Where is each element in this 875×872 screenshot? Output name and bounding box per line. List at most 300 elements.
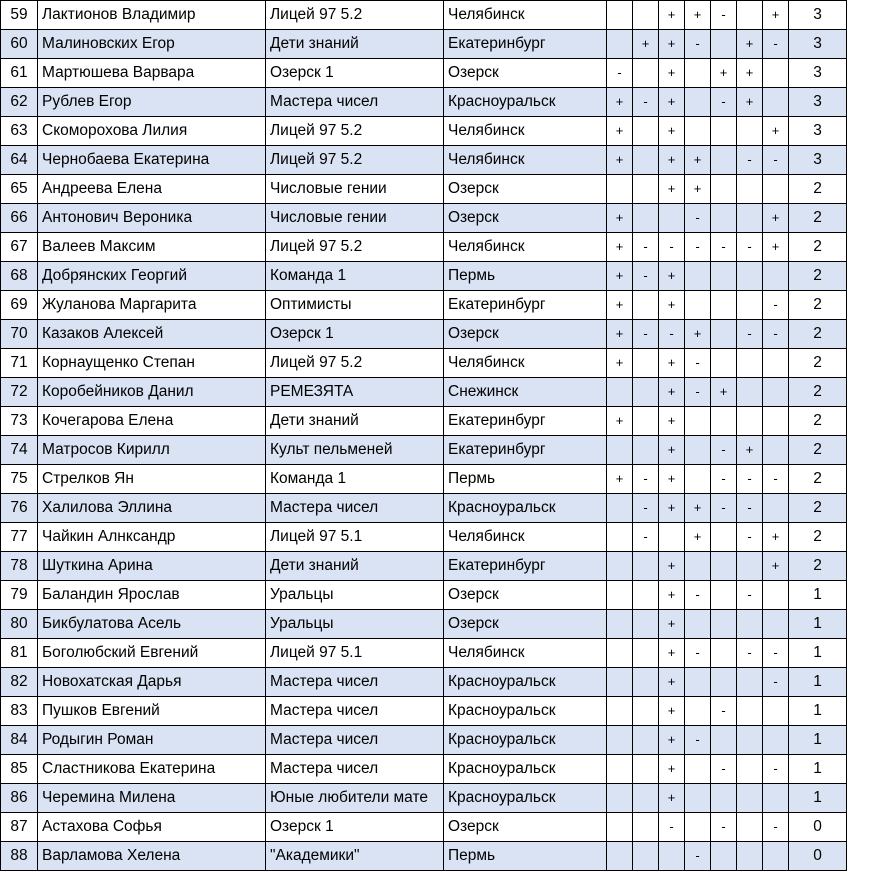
problem-mark-cell: [763, 378, 789, 407]
student-name-cell: Коробейников Данил: [38, 378, 266, 407]
problem-mark-cell: [685, 59, 711, 88]
problem-mark-cell: +: [659, 697, 685, 726]
city-cell: Екатеринбург: [444, 407, 607, 436]
problem-mark-cell: -: [685, 842, 711, 871]
score-cell: 0: [789, 842, 847, 871]
problem-mark-cell: [633, 407, 659, 436]
score-cell: 3: [789, 59, 847, 88]
problem-mark-cell: [633, 175, 659, 204]
problem-mark-cell: +: [763, 1, 789, 30]
problem-mark-cell: [633, 668, 659, 697]
problem-mark-cell: [633, 581, 659, 610]
problem-mark-cell: [633, 639, 659, 668]
problem-mark-cell: [763, 175, 789, 204]
score-cell: 1: [789, 784, 847, 813]
problem-mark-cell: [711, 117, 737, 146]
problem-mark-cell: [737, 842, 763, 871]
problem-mark-cell: +: [685, 523, 711, 552]
problem-mark-cell: +: [737, 59, 763, 88]
team-cell: Команда 1: [266, 262, 444, 291]
score-cell: 1: [789, 610, 847, 639]
problem-mark-cell: [685, 552, 711, 581]
problem-mark-cell: [607, 755, 633, 784]
city-cell: Екатеринбург: [444, 291, 607, 320]
score-cell: 1: [789, 581, 847, 610]
score-cell: 1: [789, 639, 847, 668]
student-name-cell: Черемина Милена: [38, 784, 266, 813]
problem-mark-cell: [659, 204, 685, 233]
problem-mark-cell: -: [711, 697, 737, 726]
problem-mark-cell: [737, 262, 763, 291]
team-cell: Мастера чисел: [266, 88, 444, 117]
score-cell: 2: [789, 291, 847, 320]
city-cell: Красноуральск: [444, 88, 607, 117]
table-row: [1, 697, 847, 726]
row-number-cell: 67: [1, 233, 38, 262]
problem-mark-cell: [607, 697, 633, 726]
problem-mark-cell: [737, 378, 763, 407]
score-cell: 2: [789, 204, 847, 233]
city-cell: Озерск: [444, 175, 607, 204]
problem-mark-cell: [737, 668, 763, 697]
problem-mark-cell: [737, 1, 763, 30]
student-name-cell: Лактионов Владимир: [38, 1, 266, 30]
problem-mark-cell: +: [737, 30, 763, 59]
problem-mark-cell: -: [685, 233, 711, 262]
problem-mark-cell: +: [763, 233, 789, 262]
problem-mark-cell: [711, 552, 737, 581]
problem-mark-cell: [607, 378, 633, 407]
problem-mark-cell: [607, 30, 633, 59]
problem-mark-cell: -: [711, 1, 737, 30]
city-cell: Екатеринбург: [444, 552, 607, 581]
problem-mark-cell: -: [633, 523, 659, 552]
problem-mark-cell: [607, 784, 633, 813]
row-number-cell: 87: [1, 813, 38, 842]
problem-mark-cell: [737, 610, 763, 639]
table-row: [1, 639, 847, 668]
problem-mark-cell: [659, 523, 685, 552]
student-name-cell: Сластникова Екатерина: [38, 755, 266, 784]
row-number-cell: 63: [1, 117, 38, 146]
problem-mark-cell: [711, 175, 737, 204]
problem-mark-cell: -: [659, 233, 685, 262]
problem-mark-cell: -: [763, 465, 789, 494]
table-row: [1, 262, 847, 291]
student-name-cell: Бикбулатова Асель: [38, 610, 266, 639]
row-number-cell: 85: [1, 755, 38, 784]
problem-mark-cell: [711, 407, 737, 436]
team-cell: Лицей 97 5.1: [266, 523, 444, 552]
problem-mark-cell: [763, 88, 789, 117]
city-cell: Красноуральск: [444, 755, 607, 784]
problem-mark-cell: -: [633, 88, 659, 117]
problem-mark-cell: [633, 59, 659, 88]
table-row: [1, 204, 847, 233]
student-name-cell: Кочегарова Елена: [38, 407, 266, 436]
problem-mark-cell: [711, 146, 737, 175]
problem-mark-cell: [685, 465, 711, 494]
problem-mark-cell: [711, 581, 737, 610]
problem-mark-cell: [607, 668, 633, 697]
problem-mark-cell: [685, 262, 711, 291]
problem-mark-cell: [633, 1, 659, 30]
problem-mark-cell: [763, 349, 789, 378]
problem-mark-cell: +: [659, 639, 685, 668]
problem-mark-cell: -: [737, 523, 763, 552]
student-name-cell: Варламова Хелена: [38, 842, 266, 871]
student-name-cell: Стрелков Ян: [38, 465, 266, 494]
row-number-cell: 80: [1, 610, 38, 639]
problem-mark-cell: -: [737, 494, 763, 523]
student-name-cell: Андреева Елена: [38, 175, 266, 204]
table-row: [1, 784, 847, 813]
problem-mark-cell: +: [763, 523, 789, 552]
row-number-cell: 74: [1, 436, 38, 465]
city-cell: Челябинск: [444, 117, 607, 146]
table-row: [1, 813, 847, 842]
score-cell: 2: [789, 523, 847, 552]
problem-mark-cell: [711, 639, 737, 668]
problem-mark-cell: [633, 204, 659, 233]
student-name-cell: Жуланова Маргарита: [38, 291, 266, 320]
problem-mark-cell: +: [659, 88, 685, 117]
team-cell: Мастера чисел: [266, 755, 444, 784]
city-cell: Красноуральск: [444, 697, 607, 726]
table-row: [1, 88, 847, 117]
team-cell: Озерск 1: [266, 813, 444, 842]
student-name-cell: Родыгин Роман: [38, 726, 266, 755]
score-cell: 1: [789, 697, 847, 726]
problem-mark-cell: +: [607, 204, 633, 233]
problem-mark-cell: +: [711, 378, 737, 407]
row-number-cell: 60: [1, 30, 38, 59]
team-cell: Дети знаний: [266, 30, 444, 59]
problem-mark-cell: -: [659, 320, 685, 349]
student-name-cell: Скоморохова Лилия: [38, 117, 266, 146]
problem-mark-cell: +: [659, 349, 685, 378]
problem-mark-cell: +: [607, 407, 633, 436]
student-name-cell: Халилова Эллина: [38, 494, 266, 523]
problem-mark-cell: +: [685, 146, 711, 175]
city-cell: Екатеринбург: [444, 436, 607, 465]
problem-mark-cell: -: [633, 262, 659, 291]
problem-mark-cell: [607, 842, 633, 871]
problem-mark-cell: +: [685, 494, 711, 523]
problem-mark-cell: [633, 784, 659, 813]
problem-mark-cell: -: [711, 494, 737, 523]
problem-mark-cell: [737, 552, 763, 581]
problem-mark-cell: [633, 552, 659, 581]
table-row: [1, 146, 847, 175]
score-cell: 3: [789, 1, 847, 30]
problem-mark-cell: -: [737, 639, 763, 668]
problem-mark-cell: [763, 407, 789, 436]
problem-mark-cell: +: [659, 117, 685, 146]
student-name-cell: Добрянских Георгий: [38, 262, 266, 291]
problem-mark-cell: -: [685, 204, 711, 233]
problem-mark-cell: -: [711, 465, 737, 494]
problem-mark-cell: [633, 726, 659, 755]
problem-mark-cell: [737, 291, 763, 320]
table-row: [1, 755, 847, 784]
problem-mark-cell: [685, 407, 711, 436]
problem-mark-cell: -: [685, 349, 711, 378]
problem-mark-cell: [737, 407, 763, 436]
table-row: [1, 552, 847, 581]
problem-mark-cell: [607, 581, 633, 610]
problem-mark-cell: -: [633, 465, 659, 494]
problem-mark-cell: [633, 117, 659, 146]
problem-mark-cell: [711, 204, 737, 233]
student-name-cell: Шуткина Арина: [38, 552, 266, 581]
row-number-cell: 69: [1, 291, 38, 320]
problem-mark-cell: -: [633, 494, 659, 523]
city-cell: Челябинск: [444, 639, 607, 668]
problem-mark-cell: [763, 59, 789, 88]
problem-mark-cell: +: [659, 726, 685, 755]
problem-mark-cell: +: [607, 465, 633, 494]
row-number-cell: 79: [1, 581, 38, 610]
problem-mark-cell: +: [737, 88, 763, 117]
score-cell: 2: [789, 349, 847, 378]
team-cell: Команда 1: [266, 465, 444, 494]
table-row: [1, 291, 847, 320]
problem-mark-cell: [659, 842, 685, 871]
problem-mark-cell: +: [685, 320, 711, 349]
problem-mark-cell: +: [659, 59, 685, 88]
problem-mark-cell: +: [737, 436, 763, 465]
team-cell: Лицей 97 5.2: [266, 349, 444, 378]
score-cell: 1: [789, 755, 847, 784]
row-number-cell: 75: [1, 465, 38, 494]
table-row: [1, 30, 847, 59]
problem-mark-cell: [737, 813, 763, 842]
table-row: [1, 523, 847, 552]
score-cell: 2: [789, 494, 847, 523]
team-cell: Оптимисты: [266, 291, 444, 320]
row-number-cell: 82: [1, 668, 38, 697]
problem-mark-cell: [633, 755, 659, 784]
problem-mark-cell: +: [763, 204, 789, 233]
city-cell: Екатеринбург: [444, 30, 607, 59]
score-cell: 2: [789, 465, 847, 494]
problem-mark-cell: [737, 117, 763, 146]
problem-mark-cell: +: [763, 117, 789, 146]
problem-mark-cell: -: [763, 291, 789, 320]
problem-mark-cell: +: [659, 30, 685, 59]
city-cell: Озерск: [444, 610, 607, 639]
problem-mark-cell: [711, 784, 737, 813]
problem-mark-cell: [737, 175, 763, 204]
row-number-cell: 86: [1, 784, 38, 813]
student-name-cell: Малиновских Егор: [38, 30, 266, 59]
score-cell: 2: [789, 233, 847, 262]
team-cell: Мастера чисел: [266, 697, 444, 726]
problem-mark-cell: [607, 610, 633, 639]
problem-mark-cell: +: [659, 581, 685, 610]
problem-mark-cell: +: [607, 262, 633, 291]
problem-mark-cell: [685, 610, 711, 639]
problem-mark-cell: +: [659, 262, 685, 291]
problem-mark-cell: [685, 436, 711, 465]
problem-mark-cell: -: [737, 146, 763, 175]
problem-mark-cell: +: [607, 88, 633, 117]
row-number-cell: 76: [1, 494, 38, 523]
student-name-cell: Казаков Алексей: [38, 320, 266, 349]
problem-mark-cell: [607, 523, 633, 552]
problem-mark-cell: [711, 262, 737, 291]
problem-mark-cell: -: [763, 146, 789, 175]
score-cell: 3: [789, 30, 847, 59]
team-cell: Лицей 97 5.2: [266, 1, 444, 30]
student-name-cell: Новохатская Дарья: [38, 668, 266, 697]
problem-mark-cell: [633, 697, 659, 726]
problem-mark-cell: [685, 784, 711, 813]
team-cell: РЕМЕЗЯТА: [266, 378, 444, 407]
table-row: [1, 59, 847, 88]
city-cell: Красноуральск: [444, 494, 607, 523]
table-row: [1, 407, 847, 436]
problem-mark-cell: [763, 436, 789, 465]
team-cell: Мастера чисел: [266, 494, 444, 523]
problem-mark-cell: [737, 784, 763, 813]
problem-mark-cell: +: [685, 175, 711, 204]
row-number-cell: 65: [1, 175, 38, 204]
team-cell: Лицей 97 5.1: [266, 639, 444, 668]
city-cell: Челябинск: [444, 1, 607, 30]
problem-mark-cell: -: [763, 320, 789, 349]
problem-mark-cell: +: [607, 233, 633, 262]
row-number-cell: 73: [1, 407, 38, 436]
row-number-cell: 83: [1, 697, 38, 726]
row-number-cell: 88: [1, 842, 38, 871]
student-name-cell: Чайкин Алнксандр: [38, 523, 266, 552]
score-cell: 3: [789, 117, 847, 146]
problem-mark-cell: [633, 436, 659, 465]
table-row: [1, 117, 847, 146]
problem-mark-cell: -: [763, 813, 789, 842]
problem-mark-cell: +: [659, 175, 685, 204]
problem-mark-cell: [763, 726, 789, 755]
problem-mark-cell: -: [659, 813, 685, 842]
city-cell: Пермь: [444, 262, 607, 291]
problem-mark-cell: +: [607, 349, 633, 378]
problem-mark-cell: [685, 697, 711, 726]
problem-mark-cell: -: [737, 320, 763, 349]
problem-mark-cell: [607, 175, 633, 204]
problem-mark-cell: -: [711, 233, 737, 262]
student-name-cell: Рублев Егор: [38, 88, 266, 117]
problem-mark-cell: [711, 291, 737, 320]
row-number-cell: 81: [1, 639, 38, 668]
problem-mark-cell: -: [711, 88, 737, 117]
problem-mark-cell: +: [659, 291, 685, 320]
problem-mark-cell: [633, 378, 659, 407]
city-cell: Красноуральск: [444, 668, 607, 697]
problem-mark-cell: [685, 117, 711, 146]
table-row: [1, 1, 847, 30]
problem-mark-cell: [633, 610, 659, 639]
problem-mark-cell: [711, 320, 737, 349]
problem-mark-cell: [685, 291, 711, 320]
score-cell: 2: [789, 262, 847, 291]
problem-mark-cell: +: [659, 436, 685, 465]
problem-mark-cell: -: [763, 30, 789, 59]
problem-mark-cell: +: [659, 146, 685, 175]
team-cell: Культ пельменей: [266, 436, 444, 465]
problem-mark-cell: +: [685, 1, 711, 30]
student-name-cell: Валеев Максим: [38, 233, 266, 262]
problem-mark-cell: [607, 552, 633, 581]
problem-mark-cell: [685, 813, 711, 842]
problem-mark-cell: [711, 349, 737, 378]
table-row: [1, 349, 847, 378]
problem-mark-cell: [711, 30, 737, 59]
table-row: [1, 175, 847, 204]
problem-mark-cell: +: [659, 668, 685, 697]
score-cell: 3: [789, 146, 847, 175]
team-cell: Лицей 97 5.2: [266, 117, 444, 146]
score-cell: 3: [789, 88, 847, 117]
team-cell: Лицей 97 5.2: [266, 233, 444, 262]
table-row: [1, 320, 847, 349]
row-number-cell: 84: [1, 726, 38, 755]
problem-mark-cell: [711, 726, 737, 755]
row-number-cell: 68: [1, 262, 38, 291]
city-cell: Пермь: [444, 465, 607, 494]
team-cell: Юные любители мате: [266, 784, 444, 813]
team-cell: Дети знаний: [266, 552, 444, 581]
problem-mark-cell: [607, 813, 633, 842]
problem-mark-cell: [737, 349, 763, 378]
problem-mark-cell: -: [685, 30, 711, 59]
problem-mark-cell: +: [607, 291, 633, 320]
problem-mark-cell: -: [711, 436, 737, 465]
table-row: [1, 436, 847, 465]
team-cell: "Академики": [266, 842, 444, 871]
score-cell: 1: [789, 726, 847, 755]
row-number-cell: 62: [1, 88, 38, 117]
score-cell: 2: [789, 175, 847, 204]
problem-mark-cell: [763, 610, 789, 639]
student-name-cell: Антонович Вероника: [38, 204, 266, 233]
table-row: [1, 378, 847, 407]
row-number-cell: 72: [1, 378, 38, 407]
problem-mark-cell: -: [711, 755, 737, 784]
problem-mark-cell: [711, 523, 737, 552]
student-name-cell: Пушков Евгений: [38, 697, 266, 726]
problem-mark-cell: +: [633, 30, 659, 59]
row-number-cell: 71: [1, 349, 38, 378]
problem-mark-cell: -: [711, 813, 737, 842]
row-number-cell: 66: [1, 204, 38, 233]
city-cell: Озерск: [444, 59, 607, 88]
problem-mark-cell: [763, 697, 789, 726]
row-number-cell: 64: [1, 146, 38, 175]
row-number-cell: 70: [1, 320, 38, 349]
row-number-cell: 77: [1, 523, 38, 552]
problem-mark-cell: [633, 349, 659, 378]
city-cell: Снежинск: [444, 378, 607, 407]
problem-mark-cell: [607, 726, 633, 755]
team-cell: Озерск 1: [266, 59, 444, 88]
score-cell: 1: [789, 668, 847, 697]
city-cell: Озерск: [444, 581, 607, 610]
problem-mark-cell: [763, 494, 789, 523]
problem-mark-cell: [633, 146, 659, 175]
problem-mark-cell: +: [659, 1, 685, 30]
